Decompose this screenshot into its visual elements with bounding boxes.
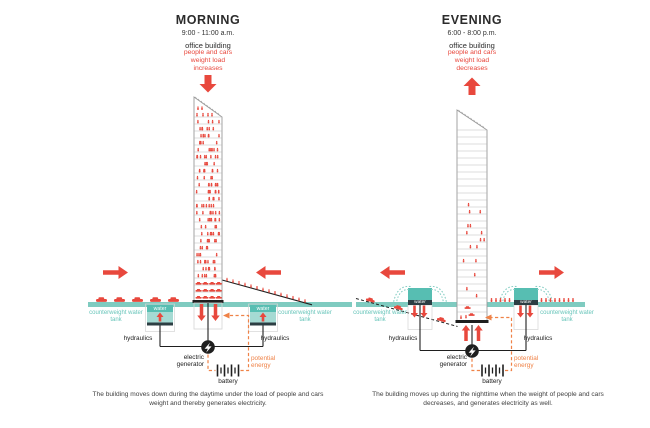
potential-energy-path bbox=[208, 313, 249, 371]
inflow-arrow-right bbox=[256, 266, 281, 279]
weight-load-down-arrow bbox=[200, 75, 217, 93]
load-note-line: weight load bbox=[454, 57, 490, 65]
morning-water-label-right: water bbox=[256, 306, 270, 312]
electric-generator bbox=[201, 340, 215, 354]
office-building bbox=[457, 110, 487, 322]
load-note-line: weight load bbox=[190, 57, 226, 65]
evening-counterweight-label-left: counterweight water tank bbox=[353, 310, 407, 323]
evening-time-range: 6:00 - 8:00 p.m. bbox=[447, 30, 497, 37]
load-note-line: people and cars bbox=[183, 49, 233, 56]
evening-potential-energy-label: potential energy bbox=[514, 355, 539, 369]
morning-battery-label: battery bbox=[218, 378, 238, 385]
evening-counterweight-label-right: counterweight water tank bbox=[540, 310, 594, 323]
morning-caption: The building moves down during the daytime under the load of people and cars weight and thereby generates electricity. bbox=[92, 391, 324, 407]
morning-title: MORNING bbox=[175, 13, 241, 27]
battery-symbol bbox=[482, 365, 503, 377]
morning-water-label-left: water bbox=[153, 306, 167, 312]
morning-diagram bbox=[88, 75, 352, 377]
evening-diagram bbox=[356, 78, 585, 377]
morning-building-type: office building bbox=[185, 41, 231, 50]
morning-load-note bbox=[128, 49, 288, 74]
load-note-line: people and cars bbox=[447, 49, 497, 56]
load-note-line: increases bbox=[193, 65, 223, 73]
evening-caption: The building moves up during the nighttime when the weight of people and cars decreases, and generates electricity as well. bbox=[372, 391, 604, 407]
evening-title: EVENING bbox=[441, 13, 503, 27]
outflow-arrow-right bbox=[539, 266, 564, 279]
evening-water-label-left: water bbox=[414, 300, 426, 305]
morning-hydraulics-label-left: hydraulics bbox=[123, 335, 153, 342]
evening-building-type: office building bbox=[449, 41, 495, 50]
morning-time-range: 9:00 - 11:00 a.m. bbox=[181, 30, 235, 37]
building-base bbox=[456, 320, 489, 323]
weight-load-up-arrow bbox=[464, 78, 481, 96]
evening-water-label-right: water bbox=[520, 300, 532, 305]
morning-hydraulics-label-right: hydraulics bbox=[260, 335, 290, 342]
outflow-arrow-left bbox=[380, 266, 405, 279]
morning-potential-energy-label: potential energy bbox=[251, 355, 276, 369]
evening-load-note bbox=[392, 49, 552, 74]
evening-hydraulics-label-left: hydraulics bbox=[388, 335, 418, 342]
load-note-line: decreases bbox=[456, 65, 488, 73]
battery-symbol bbox=[218, 365, 239, 377]
morning-counterweight-label-left: counterweight water tank bbox=[89, 310, 143, 323]
entry-ramp bbox=[222, 278, 312, 305]
evening-generator-label: electric generator bbox=[439, 354, 467, 368]
evening-battery-label: battery bbox=[482, 378, 502, 385]
office-building bbox=[194, 97, 222, 302]
hydraulic-lines bbox=[160, 303, 263, 347]
electric-generator bbox=[465, 344, 479, 358]
inflow-arrow-left bbox=[103, 266, 128, 279]
evening-hydraulics-label-right: hydraulics bbox=[523, 335, 553, 342]
morning-counterweight-label-right: counterweight water tank bbox=[278, 310, 332, 323]
street-cars bbox=[96, 297, 179, 302]
morning-generator-label: electric generator bbox=[176, 354, 204, 368]
building-base bbox=[193, 300, 224, 303]
